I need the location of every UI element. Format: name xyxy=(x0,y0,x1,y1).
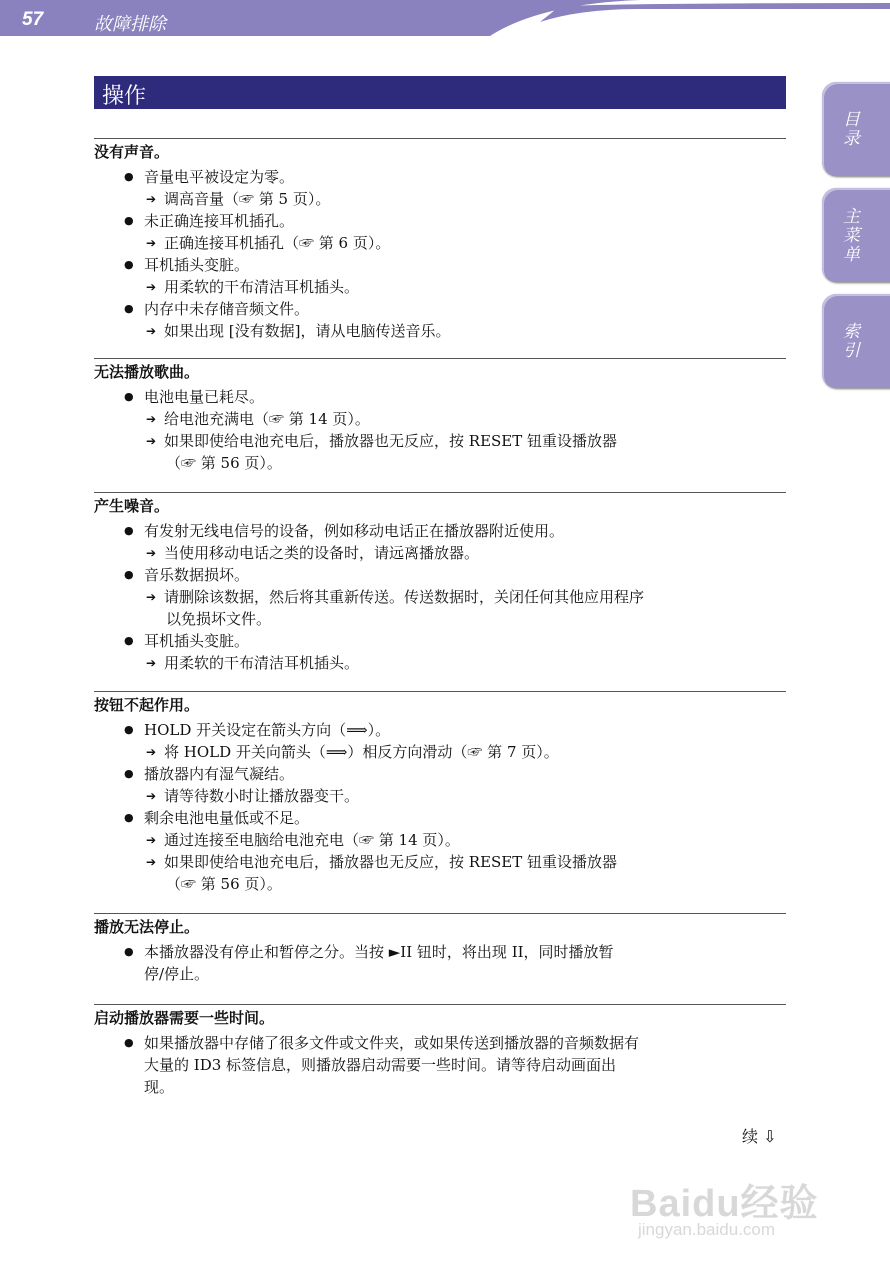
arrow-item: ➔ 如果即使给电池充电后，播放器也无反应，按 RESET 钮重设播放器 xyxy=(94,430,786,452)
bullet-item: ● 如果播放器中存储了很多文件或文件夹，或如果传送到播放器的音频数据有 xyxy=(94,1032,786,1054)
arrow-item: ➔ 如果即使给电池充电后，播放器也无反应，按 RESET 钮重设播放器 xyxy=(94,851,786,873)
tab-index-label: 索引 xyxy=(839,322,859,360)
bullet-item: ● 播放器内有湿气凝结。 xyxy=(94,763,786,785)
arrow-item: ➔ 请删除该数据，然后将其重新传送。传送数据时，关闭任何其他应用程序 xyxy=(94,586,786,608)
baidu-watermark xyxy=(630,1158,840,1248)
arrow-item: ➔ 给电池充满电（☞ 第 14 页）。 xyxy=(94,408,786,430)
bullet-item: ● 有发射无线电信号的设备，例如移动电话正在播放器附近使用。 xyxy=(94,520,786,542)
tab-main-menu-label: 主菜单 xyxy=(839,206,859,264)
section-cannot-stop xyxy=(94,913,786,1004)
arrow-item: ➔ 用柔软的干布清洁耳机插头。 xyxy=(94,652,786,674)
continue-link[interactable]: 续 ⇩ xyxy=(742,1127,777,1146)
section-cannot-play xyxy=(94,358,786,492)
watermark-url: jingyan.baidu.com xyxy=(638,1220,776,1239)
tab-contents-label: 目录 xyxy=(839,110,859,148)
watermark-logo: Baidu经验 xyxy=(630,1183,819,1225)
bullet-item: ● 内存中未存储音频文件。 xyxy=(94,298,786,320)
section-buttons-not-working xyxy=(94,691,786,913)
section-heading: 启动播放器需要一些时间。 xyxy=(94,1009,275,1027)
section-heading: 按钮不起作用。 xyxy=(94,696,200,714)
arrow-item: ➔ 当使用移动电话之类的设备时，请远离播放器。 xyxy=(94,542,786,564)
section-heading: 播放无法停止。 xyxy=(94,918,200,936)
bullet-item: ● 音乐数据损坏。 xyxy=(94,564,786,586)
tab-main-menu[interactable] xyxy=(822,188,890,282)
tab-index[interactable] xyxy=(822,294,890,388)
arrow-item: ➔ 调高音量（☞ 第 5 页）。 xyxy=(94,188,786,210)
bullet-item: ● 耳机插头变脏。 xyxy=(94,630,786,652)
troubleshooting-content xyxy=(94,138,786,1098)
tab-contents[interactable] xyxy=(822,82,890,176)
bullet-item: ● 耳机插头变脏。 xyxy=(94,254,786,276)
bullet-item: ● 本播放器没有停止和暂停之分。当按 ►II 钮时，将出现 II，同时播放暂 xyxy=(94,941,786,963)
chapter-title: 故障排除 xyxy=(94,14,166,35)
section-heading: 产生噪音。 xyxy=(94,497,170,515)
section-heading: 无法播放歌曲。 xyxy=(94,363,200,381)
section-heading: 没有声音。 xyxy=(94,143,170,161)
bullet-item: ● 电池电量已耗尽。 xyxy=(94,386,786,408)
bullet-item-continued: 停/停止。 xyxy=(144,965,210,983)
bullet-item-continued: 现。 xyxy=(144,1078,175,1096)
arrow-item: ➔ 正确连接耳机插孔（☞ 第 6 页）。 xyxy=(94,232,786,254)
arrow-item-continued: （☞ 第 56 页）。 xyxy=(166,454,282,472)
arrow-item: ➔ 将 HOLD 开关向箭头（⟹）相反方向滑动（☞ 第 7 页）。 xyxy=(94,741,786,763)
section-noise xyxy=(94,492,786,691)
bullet-item-continued: 大量的 ID3 标签信息，则播放器启动需要一些时间。请等待启动画面出 xyxy=(144,1056,617,1074)
section-title: 操作 xyxy=(102,84,147,109)
section-startup-time xyxy=(94,1004,786,1098)
arrow-item-continued: 以免损坏文件。 xyxy=(166,610,272,628)
page-number: 57 xyxy=(22,9,44,30)
bullet-item: ● 未正确连接耳机插孔。 xyxy=(94,210,786,232)
bullet-item: ● 剩余电池电量低或不足。 xyxy=(94,807,786,829)
bullet-item: ● 音量电平被设定为零。 xyxy=(94,166,786,188)
section-no-sound xyxy=(94,138,786,358)
arrow-item: ➔ 如果出现 [没有数据]，请从电脑传送音乐。 xyxy=(94,320,786,342)
section-bar xyxy=(94,76,786,109)
arrow-item: ➔ 请等待数小时让播放器变干。 xyxy=(94,785,786,807)
arrow-item: ➔ 用柔软的干布清洁耳机插头。 xyxy=(94,276,786,298)
bullet-item: ● HOLD 开关设定在箭头方向（⟹）。 xyxy=(94,719,786,741)
arrow-item-continued: （☞ 第 56 页）。 xyxy=(166,875,282,893)
arrow-item: ➔ 通过连接至电脑给电池充电（☞ 第 14 页）。 xyxy=(94,829,786,851)
